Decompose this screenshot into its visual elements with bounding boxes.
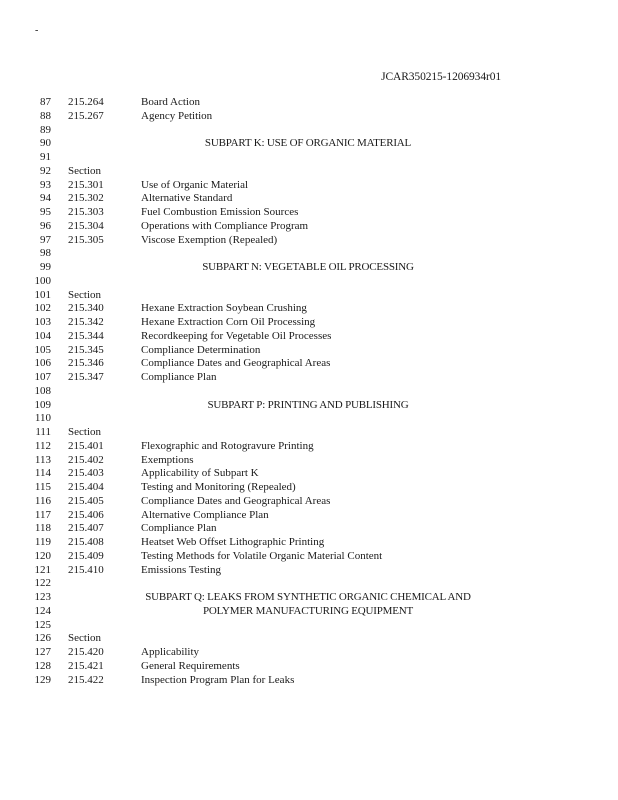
line-number: 109	[34, 398, 51, 411]
line-number: 117	[34, 508, 51, 521]
document-line	[0, 481, 618, 495]
document-line	[0, 371, 618, 385]
document-line	[0, 399, 618, 413]
document-line	[0, 495, 618, 509]
section-number: 215.402	[68, 453, 104, 466]
section-title: Compliance Dates and Geographical Areas	[141, 494, 331, 507]
section-number: 215.340	[68, 302, 104, 315]
document-line	[0, 660, 618, 674]
line-number: 128	[34, 659, 51, 672]
section-number: 215.421	[68, 659, 104, 672]
section-title: Compliance Dates and Geographical Areas	[141, 357, 331, 370]
section-number: 215.267	[68, 109, 104, 122]
line-number: 89	[40, 123, 51, 136]
line-number: 102	[34, 302, 51, 315]
line-number: 105	[34, 343, 51, 356]
document-line	[0, 619, 618, 633]
document-line	[0, 151, 618, 165]
section-column-heading: Section	[68, 164, 101, 177]
document-line	[0, 605, 618, 619]
line-number: 96	[40, 219, 51, 232]
document-line	[0, 646, 618, 660]
section-title: Hexane Extraction Soybean Crushing	[141, 302, 307, 315]
document-line	[0, 522, 618, 536]
document-line	[0, 234, 618, 248]
document-id: JCAR350215-1206934r01	[381, 71, 501, 83]
line-number: 114	[34, 467, 51, 480]
document-line	[0, 302, 618, 316]
section-number: 215.304	[68, 219, 104, 232]
line-number: 93	[40, 178, 51, 191]
document-line	[0, 124, 618, 138]
line-number: 91	[40, 151, 51, 163]
document-line	[0, 509, 618, 523]
section-title: General Requirements	[141, 659, 240, 672]
document-line	[0, 275, 618, 289]
line-number: 103	[34, 316, 51, 328]
subpart-heading: SUBPART K: USE OF ORGANIC MATERIAL	[204, 137, 412, 150]
subpart-heading: SUBPART Q: LEAKS FROM SYNTHETIC ORGANIC CHEMICAL AND	[145, 591, 471, 603]
document-line	[0, 412, 618, 426]
line-number: 113	[34, 453, 51, 466]
section-title: Compliance Determination	[141, 343, 261, 356]
document-line	[0, 96, 618, 110]
section-number: 215.344	[68, 329, 104, 342]
section-number: 215.347	[68, 371, 104, 383]
line-number: 94	[40, 192, 51, 205]
document-line	[0, 632, 618, 646]
line-numbered-text	[0, 96, 618, 687]
document-line	[0, 261, 618, 275]
line-number: 92	[40, 164, 51, 177]
line-number: 122	[34, 577, 51, 590]
document-line	[0, 330, 618, 344]
section-title: Heatset Web Offset Lithographic Printing	[141, 536, 325, 548]
line-number: 101	[34, 288, 51, 301]
line-number: 127	[34, 646, 51, 658]
section-title: Inspection Program Plan for Leaks	[141, 673, 295, 686]
subpart-heading: SUBPART N: VEGETABLE OIL PROCESSING	[202, 261, 414, 273]
section-column-heading: Section	[68, 426, 101, 438]
line-number: 106	[34, 357, 51, 370]
section-number: 215.408	[68, 536, 104, 548]
line-number: 97	[40, 233, 51, 246]
line-number: 121	[34, 563, 51, 576]
section-title: Compliance Plan	[141, 522, 217, 535]
document-line	[0, 357, 618, 371]
section-number: 215.302	[68, 192, 104, 205]
line-number: 100	[34, 274, 51, 287]
line-number: 116	[34, 494, 51, 507]
section-title: Recordkeeping for Vegetable Oil Processes	[141, 329, 332, 342]
document-line	[0, 426, 618, 440]
section-number: 215.345	[68, 343, 104, 356]
line-number: 123	[34, 591, 51, 603]
line-number: 108	[34, 384, 51, 397]
document-line	[0, 179, 618, 193]
line-number: 88	[40, 109, 51, 122]
subpart-heading: POLYMER MANUFACTURING EQUIPMENT	[202, 604, 414, 617]
section-title: Hexane Extraction Corn Oil Processing	[141, 316, 316, 328]
section-number: 215.407	[68, 522, 104, 535]
line-number: 119	[34, 536, 51, 548]
document-line	[0, 550, 618, 564]
line-number: 90	[40, 137, 51, 150]
document-line	[0, 110, 618, 124]
document-line	[0, 440, 618, 454]
section-title: Use of Organic Material	[141, 178, 249, 191]
document-line	[0, 220, 618, 234]
section-title: Fuel Combustion Emission Sources	[141, 206, 299, 218]
section-number: 215.305	[68, 233, 104, 246]
section-column-heading: Section	[68, 288, 101, 301]
line-number: 118	[34, 522, 51, 535]
section-title: Alternative Compliance Plan	[141, 508, 269, 521]
document-line	[0, 454, 618, 468]
document-line	[0, 165, 618, 179]
section-number: 215.342	[68, 316, 104, 328]
section-number: 215.410	[68, 563, 104, 576]
section-number: 215.264	[68, 96, 104, 108]
section-number: 215.303	[68, 206, 104, 218]
section-number: 215.404	[68, 481, 104, 493]
line-number: 115	[34, 481, 51, 493]
section-title: Flexographic and Rotogravure Printing	[141, 439, 314, 452]
line-number: 124	[34, 604, 51, 617]
section-title: Board Action	[141, 96, 200, 108]
section-title: Compliance Plan	[141, 371, 217, 383]
section-number: 215.406	[68, 508, 104, 521]
section-title: Emissions Testing	[141, 563, 222, 576]
document-line	[0, 344, 618, 358]
section-number: 215.420	[68, 646, 104, 658]
document-line	[0, 137, 618, 151]
document-line	[0, 591, 618, 605]
section-title: Viscose Exemption (Repealed)	[141, 233, 278, 246]
document-line	[0, 467, 618, 481]
section-title: Applicability	[141, 646, 200, 658]
line-number: 120	[34, 549, 51, 562]
line-number: 110	[34, 412, 51, 425]
line-number: 112	[34, 439, 51, 452]
section-number: 215.346	[68, 357, 104, 370]
section-number: 215.422	[68, 673, 104, 686]
line-number: 111	[35, 426, 51, 438]
line-number: 87	[40, 96, 51, 108]
subpart-heading: SUBPART P: PRINTING AND PUBLISHING	[207, 398, 409, 411]
corner-mark: -	[35, 25, 39, 36]
section-title: Operations with Compliance Program	[141, 219, 309, 232]
line-number: 99	[40, 261, 51, 273]
document-line	[0, 247, 618, 261]
section-title: Testing Methods for Volatile Organic Material Content	[141, 549, 383, 562]
document-line	[0, 536, 618, 550]
line-number: 126	[34, 632, 51, 645]
section-title: Agency Petition	[141, 109, 213, 122]
section-number: 215.405	[68, 494, 104, 507]
document-line	[0, 385, 618, 399]
section-column-heading: Section	[68, 632, 101, 645]
document-line	[0, 674, 618, 688]
section-number: 215.409	[68, 549, 104, 562]
document-line	[0, 577, 618, 591]
section-title: Exemptions	[141, 453, 194, 466]
line-number: 125	[34, 618, 51, 631]
line-number: 107	[34, 371, 51, 383]
document-line	[0, 564, 618, 578]
document-line	[0, 206, 618, 220]
line-number: 95	[40, 206, 51, 218]
line-number: 104	[34, 329, 51, 342]
section-title: Applicability of Subpart K	[141, 467, 259, 480]
section-number: 215.403	[68, 467, 104, 480]
document-line	[0, 316, 618, 330]
section-title: Alternative Standard	[141, 192, 233, 205]
section-title: Testing and Monitoring (Repealed)	[141, 481, 296, 493]
document-line	[0, 192, 618, 206]
section-number: 215.301	[68, 178, 104, 191]
document-line	[0, 289, 618, 303]
line-number: 129	[34, 673, 51, 686]
section-number: 215.401	[68, 439, 104, 452]
line-number: 98	[40, 247, 51, 260]
